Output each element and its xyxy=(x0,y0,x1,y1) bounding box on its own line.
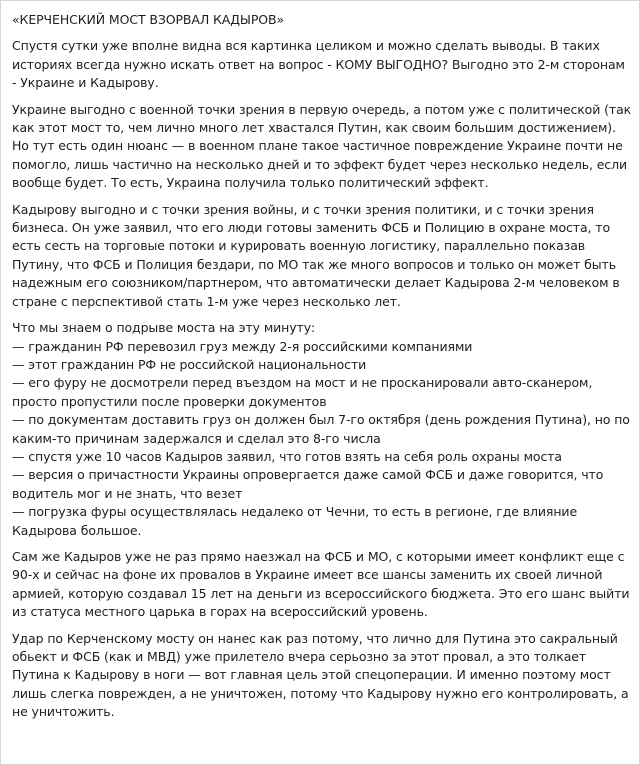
fact-item: — по документам доставить груз он должен был 7-го октября (день рождения Путина), но по каким-то причинам задержался и сделал это 8-го числа xyxy=(12,411,632,448)
fact-item: — спустя уже 10 часов Кадыров заявил, что готов взять на себя роль охраны моста xyxy=(12,448,632,466)
post-paragraph-ukraine: Украине выгодно с военной точки зрения в первую очередь, а потом уже с политической (так как этот мост то, чем лично много лет хвастался Путин, как своим большим достижением). Но тут есть один нюанс — в военном плане такое частичное повреждение Украине почти не помогло, лишь частично на несколько дней и то эффект будет через несколько недель, если вообще будет. То есть, Украина получила только политический эффект. xyxy=(12,101,632,191)
post-paragraph-closing: Сам же Кадыров уже не раз прямо наезжал на ФСБ и МО, с которыми имеет конфликт еще с 90-х и сейчас на фоне их провалов в Украине имеет все шансы заменить их своей личной армией, которую создавал 15 лет на деньги из всероссийского бюджета. Это его шанс выйти из статуса местного царька в горах на всероссийский уровень. xyxy=(12,548,630,620)
post-title: «КЕРЧЕНСКИЙ МОСТ ВЗОРВАЛ КАДЫРОВ» xyxy=(12,12,285,27)
fact-item: — погрузка фуры осуществлялась недалеко от Чечни, то есть в регионе, где влияние Кадырова большое. xyxy=(12,503,632,540)
fact-item: — его фуру не досмотрели перед въездом на мост и не просканировали авто-сканером, просто пропустили после проверки документов xyxy=(12,374,632,411)
fact-item: — этот гражданин РФ не российской национальности xyxy=(12,356,632,374)
post-paragraph-conclusion: Удар по Керченскому мосту он нанес как раз потому, что лично для Путина это сакральный обьект и ФСБ (как и МВД) уже прилетело вчера серьозно за этот провал, а это толкает Путина к Кадырову в ноги — вот главная цель этой спецоперации. И именно поэтому мост лишь слегка поврежден, а не уничтожен, потому что Кадырову нужно его контролировать, а не уничтожить. xyxy=(12,630,629,720)
fact-item: — гражданин РФ перевозил груз между 2-я российскими компаниями xyxy=(12,338,632,356)
fact-item: — версия о причастности Украины опровергается даже самой ФСБ и даже говорится, что водитель мог и не знать, что везет xyxy=(12,466,632,503)
facts-list xyxy=(12,338,632,540)
post-body xyxy=(12,11,632,730)
post-paragraph-intro: Спустя сутки уже вполне видна вся картинка целиком и можно сделать выводы. В таких историях всегда нужно искать ответ на вопрос - КОМУ ВЫГОДНО? Выгодно это 2-м сторонам - Украине и Кадырову. xyxy=(12,38,625,91)
facts-intro: Что мы знаем о подрыве моста на эту минуту: xyxy=(12,320,316,336)
post-paragraph-kadyrov: Кадырову выгодно и с точки зрения войны, и с точки зрения политики, и с точки зрения бизнеса. Он уже заявил, что его люди готовы заменить ФСБ и Полицию в охране моста, то есть сесть на торговые потоки и курировать военную логистику, параллельно показав Путину, что ФСБ и Полиция бездари, по МО так же много вопросов и только он может быть надежным его союзником/партнером, что автоматически делает Кадырова 2-м человеком в стране с перспективой стать 1-м уже через несколько лет. xyxy=(12,201,620,309)
facts-block xyxy=(12,319,632,540)
